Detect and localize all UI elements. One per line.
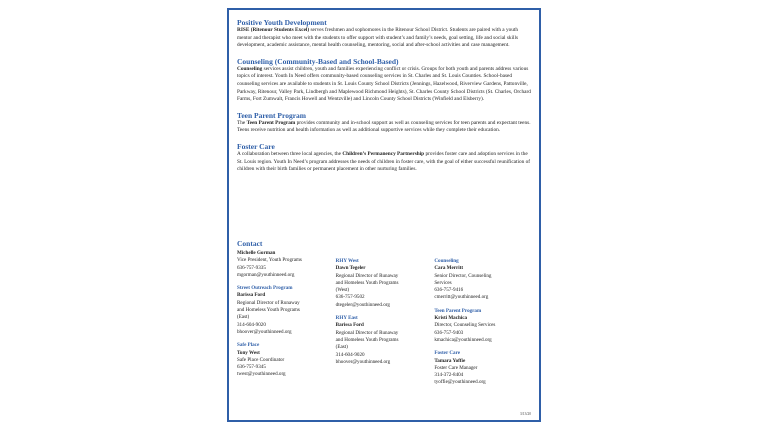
contact-program-title: Counseling [434,258,459,264]
section-counseling [237,57,533,104]
contact-name: Barissa Ford [237,292,266,299]
contact-email[interactable]: bhoover@youthinneed.org [237,328,292,335]
contact-program-title: Street Outreach Program [237,285,293,292]
section-positive-youth-development [237,18,533,50]
contact-name: Tamara Yoffie [434,357,466,364]
contact-name: Cara Merritt [434,265,464,272]
contact-role-line: Services [434,279,452,286]
contact-column-1 [237,250,336,393]
contact-role-line: Director, Counseling Services [434,322,496,329]
program-name: RISE (Ritenour Students Excel) [237,27,310,33]
contact-name: Dawn Tegeler [335,265,366,272]
contact-entry [434,258,533,302]
section-text-pre: The [237,119,247,126]
contact-phone: 636-757-9335 [237,264,266,271]
contact-entry [237,342,336,378]
contact-program-title: Safe Place [237,342,260,349]
contact-role-line: Safe Place Coordinator [237,356,285,363]
section-body [237,27,533,50]
contact-phone: 314-604-9020 [237,321,266,328]
contact-entry [434,308,533,344]
contact-role-line: Senior Director, Counseling [434,272,492,279]
contact-email[interactable]: tyoffie@youthinneed.org [434,379,486,386]
contact-name: Michelle Gorman [237,250,276,256]
section-foster-care [237,142,533,174]
contact-role-line: (East) [237,314,250,321]
contact-phone: 636-757-9403 [434,329,464,336]
contact-role-line: Regional Director of Runaway [335,272,399,279]
section-title: Teen Parent Program [237,110,307,120]
contact-phone: 636-757-9502 [335,294,365,301]
contact-program-title: RHY East [335,315,358,322]
contact-program-title: Foster Care [434,350,461,357]
contact-email[interactable]: twest@youthinneed.org [237,371,286,378]
contact-program-title: Teen Parent Program [434,307,482,314]
section-body [237,151,533,174]
contact-email[interactable]: bhoover@youthinneed.org [335,358,391,365]
section-body [237,66,533,104]
section-title: Foster Care [237,141,275,151]
section-title: Positive Youth Development [237,18,327,27]
contact-name: Barissa Ford [335,322,364,329]
contact-entry [434,350,533,386]
contact-role-line: Regional Director of Runaway [335,329,399,336]
section-text: serves freshmen and sophomores in the Ritenour School District. Students are paired with a youth mentor and therapist who meet with the students to offer support with student’s and family’s needs, goal setting, life and social skills development, academic assistance, mental health counseling, mentoring, social and after-school activities and case management. [237,27,519,49]
document-page [227,8,541,422]
section-text: provides community and in-school support as well as counseling services for teen parents and expectant teens. Teens receive nutrition and health information as well as additional supportive services while they complete their education. [237,119,531,134]
contact-entry [237,250,336,279]
contact-role-line: and Homeless Youth Programs [335,336,399,343]
contact-phone: 636-757-9345 [237,364,266,371]
contact-name: Kristi Machica [434,315,468,322]
section-text-pre: A collaboration between three local agencies, the [237,150,343,157]
contact-role-line: (East) [335,344,348,351]
contact-entry [336,258,435,309]
revision-date: 3/13/20 [520,412,531,416]
program-name: Children’s Permanency Partnership [342,150,425,157]
contact-phone: 314-604-9020 [335,351,365,358]
contact-columns [237,250,533,393]
section-body [237,120,533,135]
section-text: services assist children, youth and families experiencing conflict or crisis. Groups for both youth and parents address various topics of interest. Youth In Need offers community-based counseling services in St. Charles and St. Louis Counties. School-based counseling services are available to students in St. Louis County School Districts (Jennings, Hazelwood, Riverview Gardens, Pattonville, Parkway, Ritenour, Valley Park, Lindbergh and Maplewood Richmond Heights), St. Charles County School Districts (St. Charles, Orchard Farms, Fort Zumwalt, Francis Howell and Wentzville) and Lincoln County School Districts (Winfield and Elsberry). [237,65,531,103]
section-teen-parent-program [237,111,533,135]
contact-heading: Contact [237,239,263,248]
contact-role-line: and Homeless Youth Programs [335,279,399,286]
program-name: Teen Parent Program [246,119,296,126]
section-text: provides foster care and adoption services in the St. Louis region. Youth In Need’s program addresses the needs of children in foster care, with the goal of either successful reunification of children with their birth families or permanent placement in other nurturing families. [237,150,531,173]
contact-column-3 [434,250,533,393]
contact-role-line: (West) [335,287,350,294]
program-name: Counseling [237,65,263,72]
contact-role-line: Vice President, Youth Programs [237,257,302,264]
program-sections [237,18,533,181]
contact-column-2 [336,250,435,393]
contact-phone: 636-757-9416 [434,287,464,294]
contact-entry [237,285,336,336]
contact-phone: 314-372-8404 [434,372,464,379]
contact-name: Tony West [237,349,260,356]
contact-email[interactable]: kmachica@youthinneed.org [434,336,492,343]
contact-email[interactable]: dtegeler@youthinneed.org [335,301,390,308]
contact-email[interactable]: cmerritt@youthinneed.org [434,294,489,301]
contact-role-line: Foster Care Manager [434,364,478,371]
contact-program-title: RHY West [335,258,359,264]
contact-entry [336,315,435,366]
section-title: Counseling (Community-Based and School-Based) [237,56,399,66]
contact-role-line: Regional Director of Runaway [237,299,300,306]
contact-section [237,239,533,393]
contact-email[interactable]: mgorman@youthinneed.org [237,271,295,278]
contact-role-line: and Homeless Youth Programs [237,307,300,314]
